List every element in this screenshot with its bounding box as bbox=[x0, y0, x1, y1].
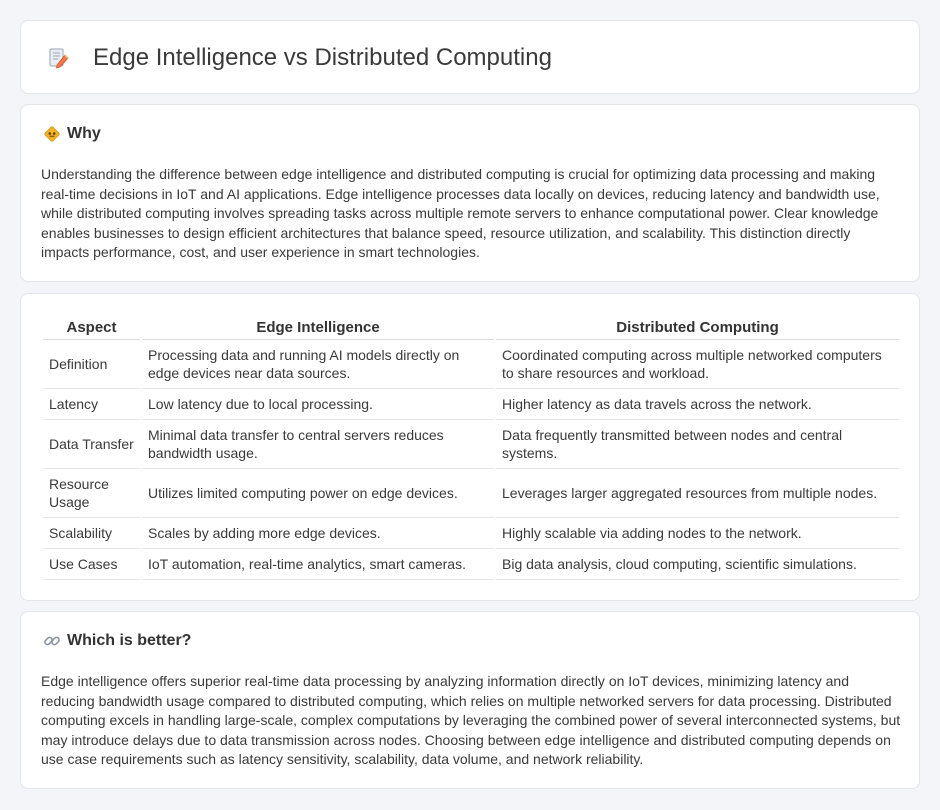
column-header-edge-intelligence: Edge Intelligence bbox=[141, 317, 495, 339]
why-heading-row bbox=[43, 125, 101, 143]
document-pencil-icon bbox=[47, 47, 69, 69]
edge-cell: Low latency due to local processing. bbox=[141, 388, 495, 419]
table-row bbox=[43, 388, 899, 419]
better-heading-row bbox=[43, 632, 191, 650]
table-header-row bbox=[43, 317, 899, 339]
edge-cell: IoT automation, real-time analytics, smart cameras. bbox=[141, 548, 495, 579]
why-text: Understanding the difference between edge intelligence and distributed computing is crucial for optimizing data processing and making real-time decisions in IoT and AI applications. Edge intelligence processes data locally on devices, reducing latency and bandwidth use, while distributed computing involves spreading tasks across multiple remote servers to enhance computational power. Clear knowledge enables businesses to design efficient architectures that balance speed, resource utilization, and scalability. This distinction directly impacts performance, cost, and user experience in smart technologies. bbox=[41, 166, 880, 261]
distributed-cell: Higher latency as data travels across the network. bbox=[495, 388, 899, 419]
distributed-cell: Leverages larger aggregated resources from multiple nodes. bbox=[495, 468, 899, 517]
aspect-cell: Resource Usage bbox=[43, 468, 141, 517]
column-header-distributed-computing: Distributed Computing bbox=[495, 317, 899, 339]
which-is-better-section bbox=[20, 611, 920, 789]
column-header-aspect: Aspect bbox=[43, 317, 141, 339]
edge-cell: Utilizes limited computing power on edge devices. bbox=[141, 468, 495, 517]
table-row bbox=[43, 339, 899, 388]
distributed-cell: Coordinated computing across multiple networked computers to share resources and workload. bbox=[495, 339, 899, 388]
better-heading: Which is better? bbox=[67, 632, 192, 649]
edge-cell: Minimal data transfer to central servers reduces bandwidth usage. bbox=[141, 419, 495, 468]
title-card bbox=[20, 20, 920, 94]
edge-cell: Scales by adding more edge devices. bbox=[141, 517, 495, 548]
aspect-cell: Use Cases bbox=[43, 548, 141, 579]
comparison-table bbox=[43, 317, 899, 580]
comparison-section bbox=[20, 293, 920, 601]
aspect-cell: Data Transfer bbox=[43, 419, 141, 468]
diamond-sign-icon bbox=[43, 125, 61, 143]
link-icon bbox=[43, 632, 61, 650]
aspect-cell: Latency bbox=[43, 388, 141, 419]
edge-cell: Processing data and running AI models directly on edge devices near data sources. bbox=[141, 339, 495, 388]
why-section bbox=[20, 104, 920, 282]
table-row bbox=[43, 419, 899, 468]
table-row bbox=[43, 548, 899, 579]
aspect-cell: Definition bbox=[43, 339, 141, 388]
distributed-cell: Data frequently transmitted between nodes and central systems. bbox=[495, 419, 899, 468]
distributed-cell: Highly scalable via adding nodes to the network. bbox=[495, 517, 899, 548]
distributed-cell: Big data analysis, cloud computing, scientific simulations. bbox=[495, 548, 899, 579]
better-text: Edge intelligence offers superior real-time data processing by analyzing information directly on IoT devices, minimizing latency and reducing bandwidth usage compared to distributed computing, which relies on multiple networked servers for data processing. Distributed computing excels in handling large-scale, complex computations by leveraging the combined power of several interconnected systems, but may introduce delays due to data transmission across nodes. Choosing between edge intelligence and distributed computing depends on use case requirements such as latency sensitivity, scalability, data volume, and network reliability. bbox=[41, 673, 901, 768]
why-heading: Why bbox=[67, 125, 101, 142]
table-row bbox=[43, 517, 899, 548]
page-title: Edge Intelligence vs Distributed Computing bbox=[93, 44, 552, 71]
table-row bbox=[43, 468, 899, 517]
aspect-cell: Scalability bbox=[43, 517, 141, 548]
